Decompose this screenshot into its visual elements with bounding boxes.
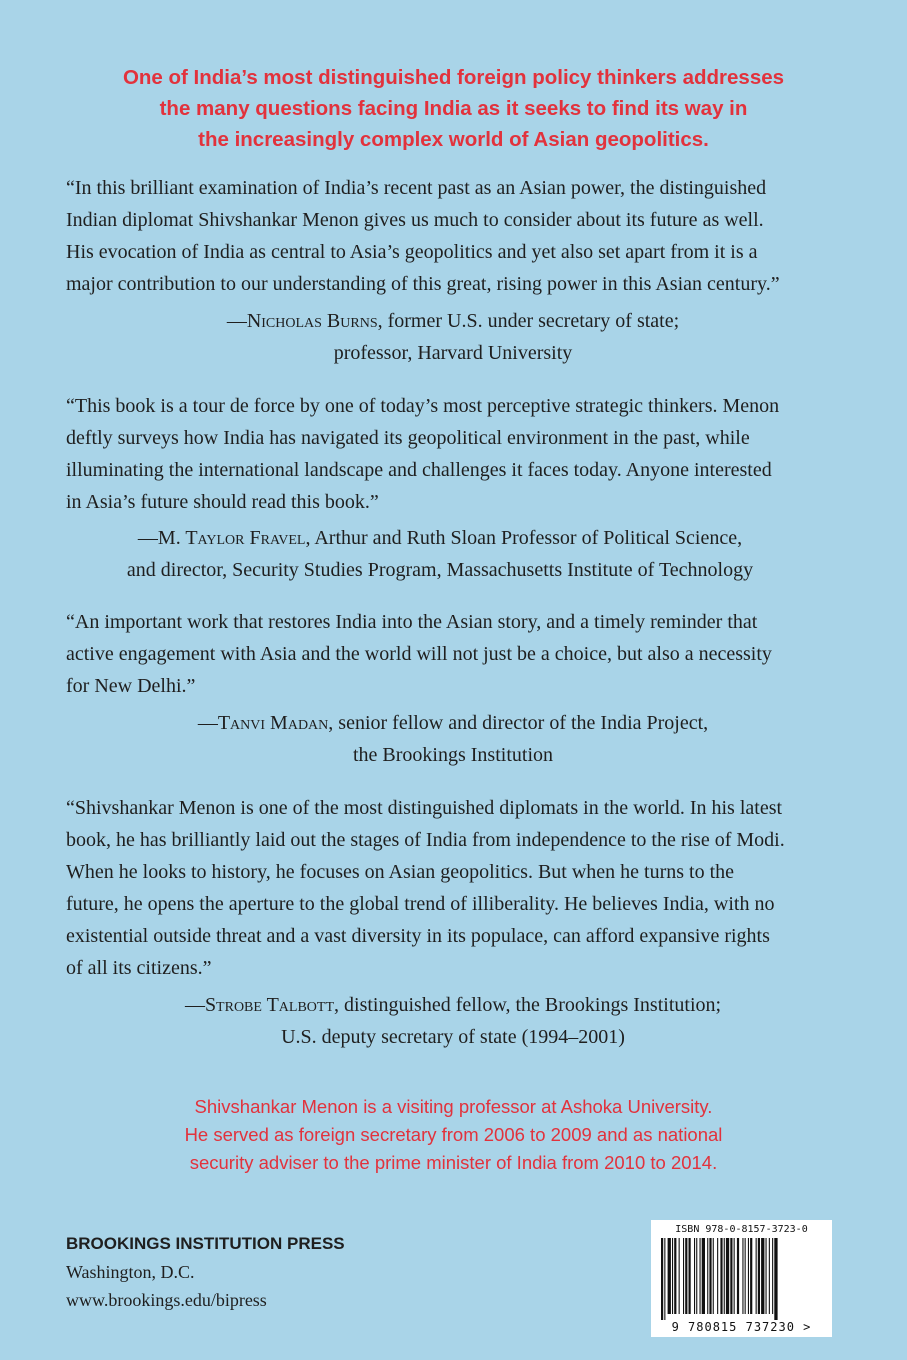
isbn-barcode [651,1220,832,1337]
author-bio [60,1093,847,1177]
quote-line: of all its citizens.” [66,957,212,979]
quote-line: major contribution to our understanding of this great, rising power in this Asian century.” [66,273,780,295]
attribution-name: M. Taylor Fravel [157,527,306,549]
quote-line: book, he has brilliantly laid out the stages of India from independence to the rise of Modi. [66,829,785,851]
tagline-line: the many questions facing India as it seeks to find its way in [159,97,748,120]
blurb-attribution-burns [56,305,850,369]
attribution-affiliation: the Brookings Institution [353,744,553,766]
bio-line: security adviser to the prime minister of India from 2010 to 2014. [189,1152,718,1173]
quote-line: “Shivshankar Menon is one of the most distinguished diplomats in the world. In his latest [66,797,783,819]
tagline-line: One of India’s most distinguished foreign policy thinkers addresses [122,66,785,89]
attribution-name: Tanvi Madan [217,712,329,734]
publisher-url: www.brookings.edu/bipress [66,1290,267,1310]
bio-line: Shivshankar Menon is a visiting professor at Ashoka University. [194,1096,713,1117]
attribution-name: Nicholas Burns [246,310,378,332]
attribution-affiliation: , senior fellow and director of the India Project, [328,712,709,734]
attribution-affiliation: professor, Harvard University [333,342,573,364]
quote-line: for New Delhi.” [66,675,196,697]
quote-line: When he looks to history, he focuses on Asian geopolitics. But when he turns to the [66,861,735,883]
quote-line: “In this brilliant examination of India’s recent past as an Asian power, the distinguished [66,177,767,199]
attribution-affiliation: U.S. deputy secretary of state (1994–2001) [281,1026,625,1048]
quote-line: future, he opens the aperture to the global trend of illiberality. He believes India, with no [66,893,775,915]
tagline-line: the increasingly complex world of Asian geopolitics. [198,128,709,151]
quote-line: existential outside threat and a vast diversity in its populace, can afford expansive rights [66,925,770,947]
publisher-city: Washington, D.C. [66,1262,195,1282]
attribution-dash: — [197,712,218,734]
attribution-affiliation: and director, Security Studies Program, Massachusetts Institute of Technology [126,559,754,581]
blurb-quote-burns [66,172,832,300]
attribution-name: Strobe Talbott [204,994,335,1016]
quote-line: illuminating the international landscape and challenges it faces today. Anyone interested [66,459,772,481]
quote-line: “An important work that restores India into the Asian story, and a timely reminder that [66,611,758,633]
barcode-icon [659,1238,824,1320]
quote-line: His evocation of India as central to Asia’s geopolitics and yet also set apart from it is a [66,241,758,263]
barcode-digits: 9 780815 737230 > [671,1320,812,1334]
blurb-quote-madan [66,606,832,702]
blurb-attribution-fravel [43,522,837,586]
blurb-attribution-madan [56,707,850,771]
blurb-quote-fravel [66,390,832,518]
attribution-affiliation: , distinguished fellow, the Brookings Institution; [334,994,722,1016]
bio-line: He served as foreign secretary from 2006 to 2009 and as national [184,1124,723,1145]
tagline [60,62,847,155]
attribution-affiliation: , former U.S. under secretary of state; [377,310,680,332]
quote-line: active engagement with Asia and the world will not just be a choice, but also a necessity [66,643,772,665]
publisher-name: BROOKINGS INSTITUTION PRESS [66,1234,345,1253]
attribution-affiliation: , Arthur and Ruth Sloan Professor of Political Science, [305,527,743,549]
attribution-dash: — [226,310,247,332]
quote-line: “This book is a tour de force by one of today’s most perceptive strategic thinkers. Menon [66,395,780,417]
blurb-quote-talbott [66,792,832,984]
quote-line: Indian diplomat Shivshankar Menon gives us much to consider about its future as well. [66,209,764,231]
isbn-label: ISBN 978-0-8157-3723-0 [675,1224,808,1235]
blurb-attribution-talbott [56,989,850,1053]
quote-line: in Asia’s future should read this book.” [66,491,379,513]
attribution-dash: — [184,994,205,1016]
attribution-dash: — [137,527,158,549]
quote-line: deftly surveys how India has navigated its geopolitical environment in the past, while [66,427,750,449]
